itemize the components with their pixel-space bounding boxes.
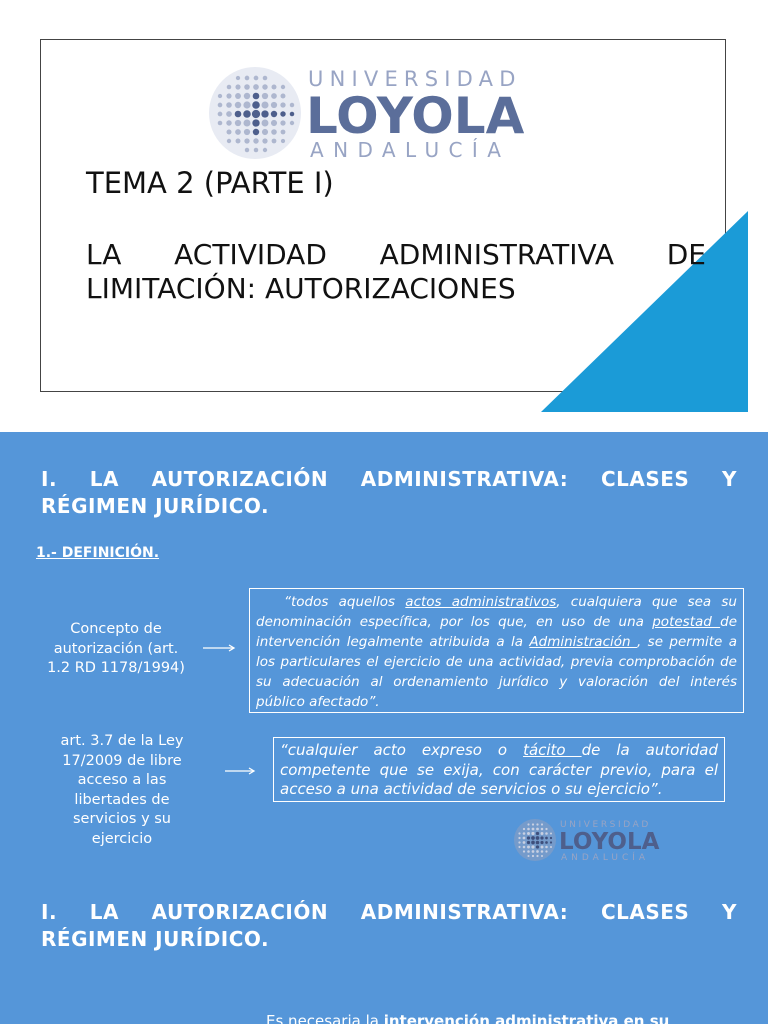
globe-dot (262, 84, 267, 89)
globe-dot (236, 139, 241, 144)
globe-dot (252, 119, 259, 126)
globe-dot (243, 119, 250, 126)
section-heading-repeat-line1: I. LA AUTORIZACIÓN ADMINISTRATIVA: CLASES Y (41, 900, 737, 924)
globe-dot (545, 850, 547, 852)
globe-dot (541, 823, 543, 825)
globe-dot (531, 836, 535, 840)
logo-bottom-text: ANDALUCÍA (310, 138, 511, 162)
loyola-logo-small (513, 817, 669, 863)
globe-dot (262, 93, 268, 99)
globe-dot (252, 101, 260, 109)
globe-dot (527, 832, 530, 835)
globe-dot (244, 93, 250, 99)
globe-dot (518, 841, 520, 843)
arrow-right-icon (203, 643, 237, 653)
slide-title (86, 238, 706, 306)
globe-dot (280, 102, 285, 107)
globe-dot (541, 850, 544, 853)
globe-dot (245, 76, 250, 81)
concept2-label-line: acceso a las (77, 772, 167, 788)
globe-dot (527, 841, 530, 844)
tema-label: TEMA 2 (PARTE I) (86, 166, 334, 200)
globe-dot (532, 855, 534, 857)
globe-dot (243, 101, 250, 108)
globe-dot (218, 94, 222, 98)
globe-dot (235, 93, 241, 99)
globe-dot (271, 120, 277, 126)
arrow-right-icon (225, 766, 259, 776)
concept1-label (36, 620, 196, 679)
link-potestad[interactable]: potestad (652, 614, 721, 630)
globe-dot (253, 93, 260, 100)
link-administracion[interactable]: Administración (529, 634, 637, 650)
globe-dot (545, 841, 548, 844)
link-tacito[interactable]: tácito (523, 741, 582, 759)
globe-dot (244, 84, 250, 90)
globe-dot (527, 846, 530, 849)
globe-dot (271, 129, 277, 135)
globe-dot (536, 828, 539, 831)
concept2-label-line: libertades de (74, 791, 170, 808)
concept2-label-line: 17/2009 de libre (62, 752, 182, 769)
logo-small-bottom-text: ANDALUCÍA (561, 853, 650, 863)
globe-dot (545, 832, 548, 835)
globe-dot (550, 832, 552, 834)
globe-dot (226, 102, 232, 108)
concept2-label-line: servicios y su (72, 811, 172, 827)
globe-dot (523, 828, 525, 830)
globe-dot (263, 76, 268, 81)
globe-dot (253, 84, 259, 90)
globe-dot (271, 102, 277, 108)
globe-dot (536, 823, 538, 825)
globe-dot (536, 832, 539, 835)
globe-dot (531, 832, 534, 835)
globe-dot (541, 846, 544, 849)
globe-dot (281, 130, 286, 135)
globe-dot (541, 828, 544, 831)
globe-dot (271, 84, 276, 89)
globe-dot (536, 845, 539, 848)
section-heading-line1: I. LA AUTORIZACIÓN ADMINISTRATIVA: CLASES Y (41, 467, 737, 491)
logo-top-text: UNIVERSIDAD (308, 67, 522, 91)
globe-dot (281, 85, 285, 89)
globe-dot (244, 138, 249, 143)
globe-dot (271, 93, 277, 99)
title-slide (0, 0, 768, 432)
section-heading-line2: RÉGIMEN JURÍDICO. (41, 494, 270, 518)
globe-dot (227, 139, 231, 143)
globe-dot (254, 148, 259, 153)
concept1-label-line: autorización (art. (53, 640, 179, 657)
globe-dot (518, 846, 520, 848)
globe-dot (536, 841, 540, 845)
globe-dot (545, 846, 548, 849)
globe-dot (253, 138, 258, 143)
globe-dot (262, 129, 268, 135)
logo-small-top-text: UNIVERSIDAD (560, 820, 651, 830)
globe-dot (523, 850, 525, 852)
globe-sphere-icon (514, 819, 556, 861)
globe-dot (243, 110, 251, 118)
globe-dot (261, 101, 268, 108)
globe-dot (523, 832, 526, 835)
globe-dot (226, 129, 231, 134)
globe-dot (541, 832, 544, 835)
globe-dot (550, 846, 552, 848)
concept2-label (42, 732, 202, 849)
globe-dot (235, 102, 241, 108)
globe-dot (262, 120, 269, 127)
globe-dot (226, 120, 231, 125)
globe-dot (252, 110, 260, 118)
concept2-label-line: art. 3.7 de la Ley (60, 733, 184, 749)
section-heading-repeat (41, 899, 737, 953)
globe-dot (244, 129, 250, 135)
globe-dot (235, 111, 242, 118)
globe-dot (531, 845, 534, 848)
globe-dot (290, 121, 294, 125)
globe-dot (290, 103, 294, 107)
globe-dot (281, 139, 285, 143)
globe-dot (550, 837, 552, 839)
globe-dot (290, 112, 295, 117)
globe-dot (235, 120, 241, 126)
globe-dot (235, 129, 241, 135)
globe-dot (218, 121, 223, 126)
globe-dot (532, 828, 535, 831)
partial-body-text: Es necesaria la intervención administrativa en su (266, 1012, 670, 1030)
globe-dot (523, 846, 526, 849)
globe-dot (227, 85, 232, 90)
globe-dot (518, 837, 520, 839)
section-heading-repeat-line2: RÉGIMEN JURÍDICO. (41, 927, 270, 951)
globe-dot (545, 837, 548, 840)
globe-dot (253, 129, 259, 135)
section-heading (41, 466, 737, 520)
globe-dot (536, 850, 539, 853)
globe-dot (261, 110, 268, 117)
globe-dot (245, 148, 249, 152)
globe-dot (280, 120, 285, 125)
globe-dot (226, 111, 232, 117)
globe-dot (263, 148, 267, 152)
concept2-label-line: ejercicio (91, 830, 153, 847)
globe-dot (527, 836, 530, 839)
globe-dot (545, 828, 547, 830)
globe-dot (236, 76, 240, 80)
globe-dot (523, 841, 526, 844)
globe-dot (527, 855, 529, 857)
concept2-quote: “cualquier acto expreso o tácito de la autoridad competente que se exija, con carácter previo, para el acceso a una actividad de servicios o su ejercicio”. (273, 737, 725, 802)
globe-dot (527, 823, 529, 825)
globe-dot (518, 832, 520, 834)
globe-dot (523, 837, 526, 840)
globe-dot (235, 84, 240, 89)
globe-dot (532, 823, 534, 825)
definition-subheading: 1.- DEFINICIÓN. (36, 545, 160, 561)
globe-dot (540, 841, 543, 844)
globe-dot (272, 139, 277, 144)
globe-dot (226, 93, 231, 98)
globe-dot (280, 111, 285, 116)
concept1-label-line: 1.2 RD 1178/1994) (47, 660, 185, 676)
globe-dot (540, 836, 543, 839)
slide-title-line1: LA ACTIVIDAD ADMINISTRATIVA DE (86, 238, 706, 271)
globe-dot (536, 836, 540, 840)
slide-title-line2: LIMITACIÓN: AUTORIZACIONES (86, 272, 516, 305)
concept1-label-line: Concepto de (70, 621, 162, 637)
globe-dot (262, 138, 267, 143)
globe-dot (254, 76, 259, 81)
globe-dot (218, 103, 223, 108)
globe-dot (550, 841, 552, 843)
globe-dot (532, 850, 535, 853)
globe-sphere-icon (209, 67, 301, 159)
globe-dot (271, 111, 277, 117)
globe-dot (527, 850, 530, 853)
globe-dot (527, 828, 530, 831)
logo-small-main-text: LOYOLA (559, 829, 660, 855)
link-actos-administrativos[interactable]: actos administrativos (405, 594, 557, 610)
globe-dot (218, 112, 223, 117)
globe-dot (541, 855, 543, 857)
logo-main-text: LOYOLA (306, 87, 525, 145)
loyola-logo (206, 64, 551, 162)
globe-dot (281, 94, 286, 99)
globe-dot (531, 841, 535, 845)
concept1-quote: “todos aquellos actos administrativos, cualquiera que sea su denominación específica, por los que, en uso de una potestad de intervención legalmente atribuida a la Administración , se permite a los particulares el ejercicio de una actividad, previa comprobación de su adecuación al ordenamiento jurídico y valoración del interés público afectado”. (249, 588, 744, 713)
globe-dot (536, 855, 538, 857)
